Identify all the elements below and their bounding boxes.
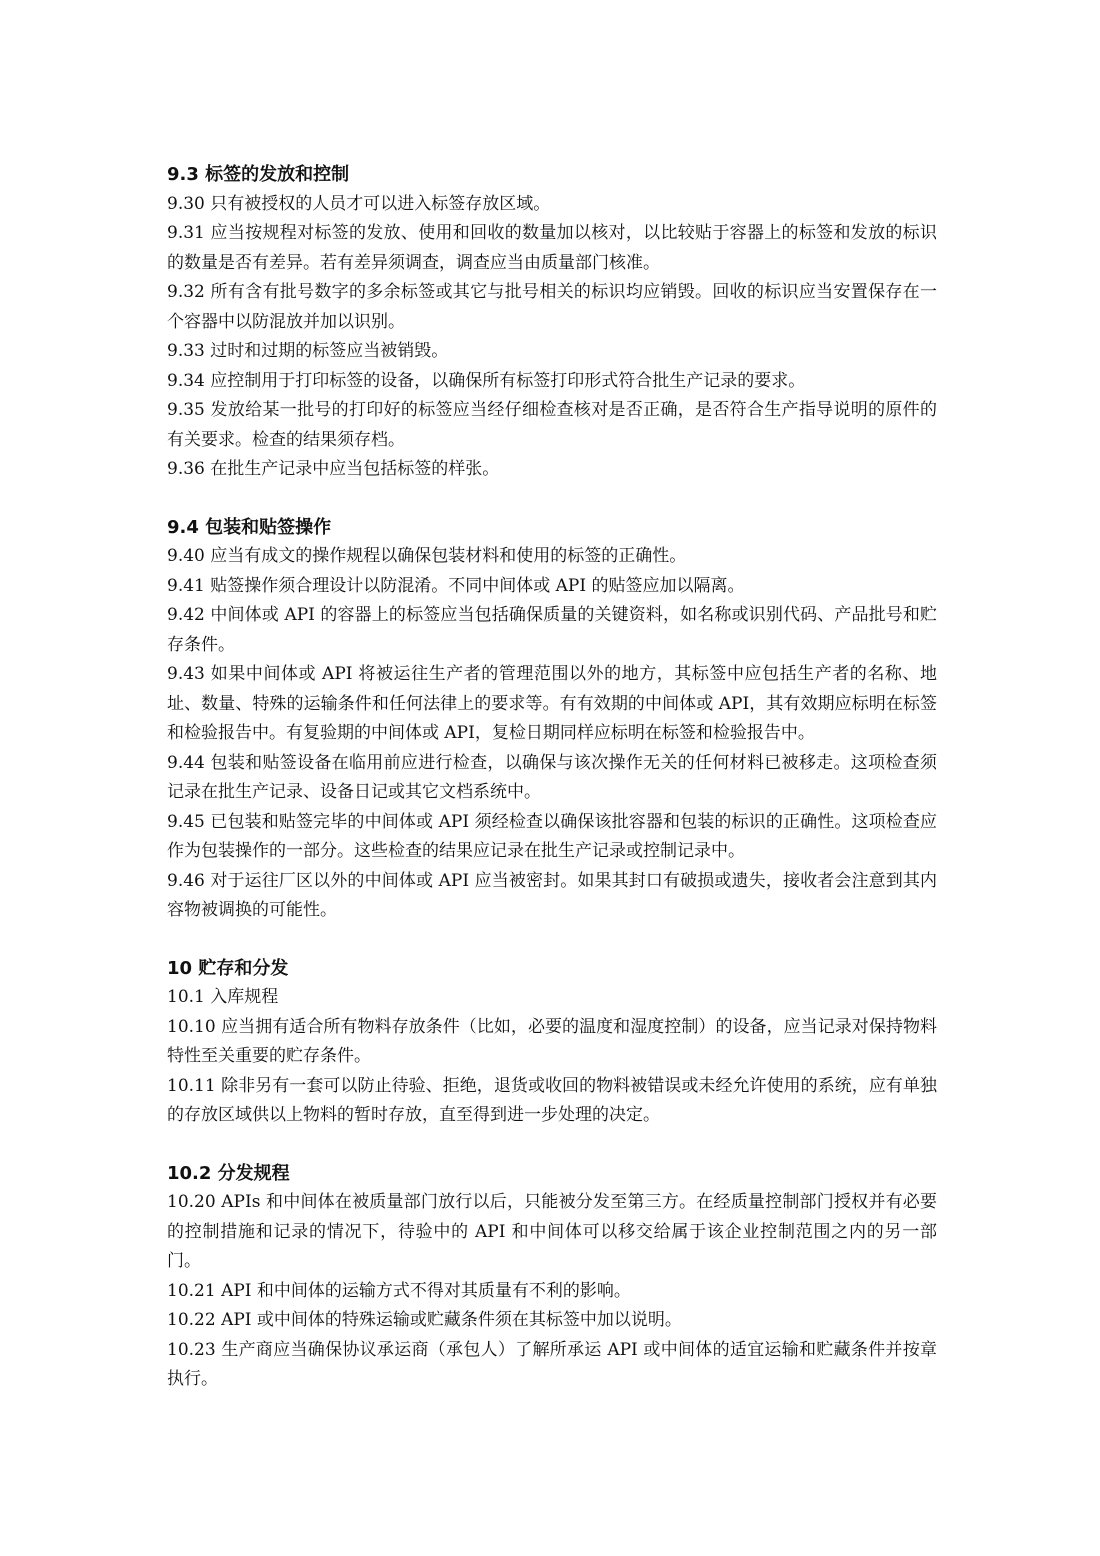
paragraph: 9.43 如果中间体或 API 将被运往生产者的管理范围以外的地方，其标签中应包括生产者的名称、地址、数量、特殊的运输条件和任何法律上的要求等。有有效期的中间体或 API，其有效期应标明在标签和检验报告中。有复验期的中间体或 API，复检日期同样应标明在标签和检验报告中。 [167,664,937,743]
section-heading: 9.3 标签的发放和控制 [167,164,350,185]
paragraph: 10.22 API 或中间体的特殊运输或贮藏条件须在其标签中加以说明。 [167,1310,682,1330]
paragraph: 9.42 中间体或 API 的容器上的标签应当包括确保质量的关键资料，如名称或识别代码、产品批号和贮存条件。 [167,605,937,655]
paragraph: 10.11 除非另有一套可以防止待验、拒绝，退货或收回的物料被错误或未经允许使用的系统，应有单独的存放区域供以上物料的暂时存放，直至得到进一步处理的决定。 [167,1075,937,1125]
paragraph: 9.34 应控制用于打印标签的设备，以确保所有标签打印形式符合批生产记录的要求。 [167,370,806,391]
paragraph: 9.36 在批生产记录中应当包括标签的样张。 [167,459,500,479]
paragraph: 9.40 应当有成文的操作规程以确保包装材料和使用的标签的正确性。 [167,546,687,566]
section-heading: 9.4 包装和贴签操作 [167,516,332,538]
section-9-3 [167,160,937,485]
section-heading: 10 贮存和分发 [167,957,289,979]
paragraph: 9.41 贴签操作须合理设计以防混淆。不同中间体或 API 的贴签应加以隔离。 [167,575,745,596]
paragraph: 9.31 应当按规程对标签的发放、使用和回收的数量加以核对，以比较贴于容器上的标签和发放的标识的数量是否有差异。若有差异须调查，调查应当由质量部门核准。 [167,223,937,273]
paragraph: 9.33 过时和过期的标签应当被销毁。 [167,341,449,361]
paragraph: 9.46 对于运往厂区以外的中间体或 API 应当被密封。如果其封口有破损或遗失，接收者会注意到其内容物被调换的可能性。 [167,870,937,920]
paragraph: 9.44 包装和贴签设备在临用前应进行检查，以确保与该次操作无关的任何材料已被移走。这项检查须记录在批生产记录、设备日记或其它文档系统中。 [167,752,937,802]
paragraph: 10.23 生产商应当确保协议承运商（承包人）了解所承运 API 或中间体的适宜运输和贮藏条件并按章执行。 [167,1339,937,1389]
paragraph: 9.45 已包装和贴签完毕的中间体或 API 须经检查以确保该批容器和包装的标识的正确性。这项检查应作为包装操作的一部分。这些检查的结果应记录在批生产记录或控制记录中。 [167,811,937,861]
paragraph: 10.1 入库规程 [167,987,279,1007]
paragraph: 10.20 APIs 和中间体在被质量部门放行以后，只能被分发至第三方。在经质量控制部门授权并有必要的控制措施和记录的情况下，待验中的 API 和中间体可以移交给属于该企业控制范围之内的另一部门。 [167,1192,937,1271]
document-page [167,160,937,1423]
section-10-2 [167,1159,937,1395]
section-heading: 10.2 分发规程 [167,1162,290,1184]
paragraph: 10.10 应当拥有适合所有物料存放条件（比如，必要的温度和湿度控制）的设备，应当记录对保持物料特性至关重要的贮存条件。 [167,1016,937,1066]
paragraph: 10.21 API 和中间体的运输方式不得对其质量有不利的影响。 [167,1280,631,1301]
paragraph: 9.32 所有含有批号数字的多余标签或其它与批号相关的标识均应销毁。回收的标识应当安置保存在一个容器中以防混放并加以识别。 [167,282,937,332]
paragraph: 9.35 发放给某一批号的打印好的标签应当经仔细检查核对是否正确，是否符合生产指导说明的原件的有关要求。检查的结果须存档。 [167,400,937,450]
paragraph: 9.30 只有被授权的人员才可以进入标签存放区域。 [167,193,551,214]
section-9-4 [167,513,937,926]
section-10 [167,954,937,1131]
